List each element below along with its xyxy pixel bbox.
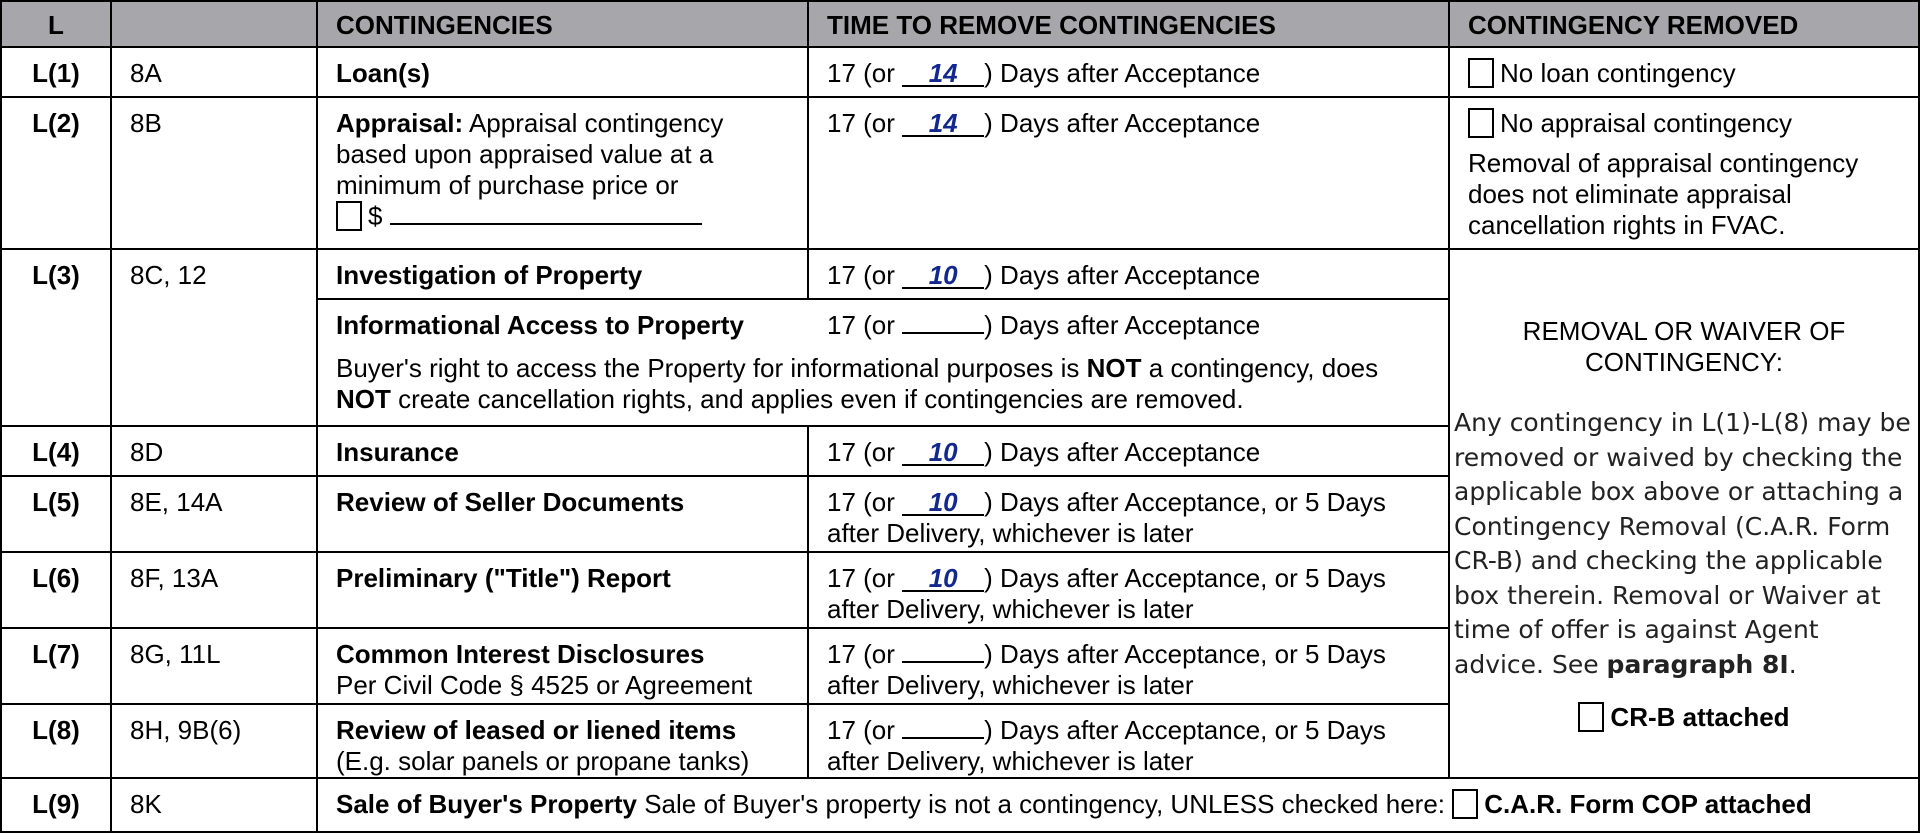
informational-access-days-field[interactable] [902, 332, 984, 334]
days-field-l7[interactable] [902, 661, 984, 663]
row-label-l5: L(5) [0, 475, 112, 553]
removal-waiver-cell [1448, 248, 1920, 779]
header-section [110, 0, 318, 48]
header-contingencies: CONTINGENCIES [316, 0, 809, 48]
section-ref-l3: 8C, 12 [110, 248, 318, 427]
no-appraisal-label: No appraisal contingency [1500, 108, 1792, 138]
time-suffix: ) Days after Acceptance [984, 58, 1261, 88]
time-prefix: 17 (or [827, 108, 895, 138]
time-prefix: 17 (or [827, 487, 895, 517]
time-cell-l6 [807, 551, 1450, 629]
access-text-1: Buyer's right to access the Property for informational purposes is [336, 353, 1080, 383]
time-prefix: 17 (or [827, 639, 895, 669]
days-field-l2[interactable]: 14 [902, 111, 984, 137]
days-field-l4[interactable]: 10 [902, 440, 984, 466]
no-loan-label: No loan contingency [1500, 58, 1736, 88]
appraisal-amount-field[interactable] [390, 201, 702, 225]
section-ref-l5: 8E, 14A [110, 475, 318, 553]
header-removed: CONTINGENCY REMOVED [1448, 0, 1920, 48]
informational-access-title: Informational Access to Property [336, 310, 744, 340]
informational-access-time [827, 310, 1260, 341]
time-suffix: ) Days after Acceptance [984, 260, 1261, 290]
no-appraisal-checkbox[interactable] [1468, 108, 1494, 138]
contingency-title-l1: Loan(s) [316, 46, 809, 98]
contingency-l2 [316, 96, 809, 250]
access-text-2: a contingency, does [1148, 353, 1379, 383]
time-suffix: ) Days after Acceptance [984, 310, 1261, 340]
section-ref-l7: 8G, 11L [110, 627, 318, 705]
removed-cell-l1 [1448, 46, 1920, 98]
days-field-l5[interactable]: 10 [902, 490, 984, 516]
informational-access-cell [316, 298, 1450, 427]
appraisal-amount-checkbox[interactable] [336, 201, 362, 231]
access-text-3: create cancellation rights, and applies even if contingencies are removed. [398, 384, 1244, 414]
time-suffix: ) Days after Acceptance, or 5 Days after Delivery, whichever is later [827, 639, 1386, 700]
removal-text: Any contingency in L(1)-L(8) may be removed or waived by checking the applicable box above or attaching a Contingency Removal (C.A.R. Form CR-B) and checking the applicable box therein. Removal or Waiver at time of offer is against Agent advice. See [1454, 408, 1911, 679]
time-cell-l2 [807, 96, 1450, 250]
contingency-l7 [316, 627, 809, 705]
row-label-l3: L(3) [0, 248, 112, 427]
row-label-l1: L(1) [0, 46, 112, 98]
section-ref-l8: 8H, 9B(6) [110, 703, 318, 779]
time-suffix: ) Days after Acceptance [984, 108, 1261, 138]
removal-ref-end: . [1788, 649, 1797, 679]
time-cell-l5 [807, 475, 1450, 553]
days-field-l6[interactable]: 10 [902, 566, 984, 592]
amount-prefix: $ [368, 201, 383, 231]
access-not-1: NOT [1086, 353, 1142, 383]
contingency-title-l5: Review of Seller Documents [316, 475, 809, 553]
section-ref-l2: 8B [110, 96, 318, 250]
contingency-title-l7: Common Interest Disclosures [336, 639, 705, 669]
row-label-l4: L(4) [0, 425, 112, 477]
time-suffix: ) Days after Acceptance, or 5 Days after Delivery, whichever is later [827, 487, 1386, 548]
no-loan-checkbox[interactable] [1468, 58, 1494, 88]
time-prefix: 17 (or [827, 715, 895, 745]
row-label-l2: L(2) [0, 96, 112, 250]
crb-option [1454, 700, 1914, 735]
removal-waiver-title: REMOVAL OR WAIVER OF CONTINGENCY: [1522, 316, 1846, 377]
row-label-l9: L(9) [0, 777, 112, 833]
contingency-desc-l2: Appraisal contingency based upon appraised value at a minimum of purchase price or [336, 108, 724, 200]
removal-paragraph-ref: paragraph 8I [1606, 649, 1789, 679]
time-prefix: 17 (or [827, 563, 895, 593]
time-suffix: ) Days after Acceptance, or 5 Days after Delivery, whichever is later [827, 715, 1386, 776]
removal-waiver-text [1454, 406, 1914, 682]
contingency-title-l3: Investigation of Property [316, 248, 809, 300]
row-label-l6: L(6) [0, 551, 112, 629]
days-field-l3[interactable]: 10 [902, 263, 984, 289]
time-prefix: 17 (or [827, 260, 895, 290]
section-ref-l4: 8D [110, 425, 318, 477]
crb-attached-label: CR-B attached [1610, 702, 1790, 732]
header-time: TIME TO REMOVE CONTINGENCIES [807, 0, 1450, 48]
informational-access-text [336, 353, 1438, 415]
time-cell-l8 [807, 703, 1450, 779]
time-cell-l4 [807, 425, 1450, 477]
section-ref-l9: 8K [110, 777, 318, 833]
contingency-title-l6: Preliminary ("Title") Report [316, 551, 809, 629]
removed-cell-l2 [1448, 96, 1920, 250]
days-field-l8[interactable] [902, 737, 984, 739]
time-prefix: 17 (or [827, 58, 895, 88]
time-cell-l1 [807, 46, 1450, 98]
days-field-l1[interactable]: 14 [902, 61, 984, 87]
crb-attached-checkbox[interactable] [1578, 702, 1604, 732]
cop-attached-label: C.A.R. Form COP attached [1484, 789, 1812, 819]
time-prefix: 17 (or [827, 310, 895, 340]
contingency-l8 [316, 703, 809, 779]
time-cell-l7 [807, 627, 1450, 705]
contingency-subtitle-l8: (E.g. solar panels or propane tanks) [336, 746, 750, 776]
informational-access-line [336, 310, 1438, 344]
row-label-l7: L(7) [0, 627, 112, 705]
section-ref-l6: 8F, 13A [110, 551, 318, 629]
cop-attached-checkbox[interactable] [1452, 789, 1478, 819]
header-l: L [0, 0, 112, 48]
contingency-title-l9: Sale of Buyer's Property [336, 789, 637, 819]
time-cell-l3 [807, 248, 1450, 300]
contingency-title-l8: Review of leased or liened items [336, 715, 737, 745]
row-label-l8: L(8) [0, 703, 112, 779]
appraisal-removal-note: Removal of appraisal contingency does not eliminate appraisal cancellation rights in FVAC. [1468, 148, 1859, 240]
contingency-subtitle-l7: Per Civil Code § 4525 or Agreement [336, 670, 753, 700]
contingency-desc-l9: Sale of Buyer's property is not a contingency, UNLESS checked here: [644, 789, 1445, 819]
contingency-title-l2: Appraisal: [336, 108, 464, 138]
section-ref-l1: 8A [110, 46, 318, 98]
access-not-2: NOT [336, 384, 391, 414]
contingency-l9 [316, 777, 1920, 833]
contingency-title-l4: Insurance [316, 425, 809, 477]
time-suffix: ) Days after Acceptance [984, 437, 1261, 467]
time-prefix: 17 (or [827, 437, 895, 467]
time-suffix: ) Days after Acceptance, or 5 Days after Delivery, whichever is later [827, 563, 1386, 624]
